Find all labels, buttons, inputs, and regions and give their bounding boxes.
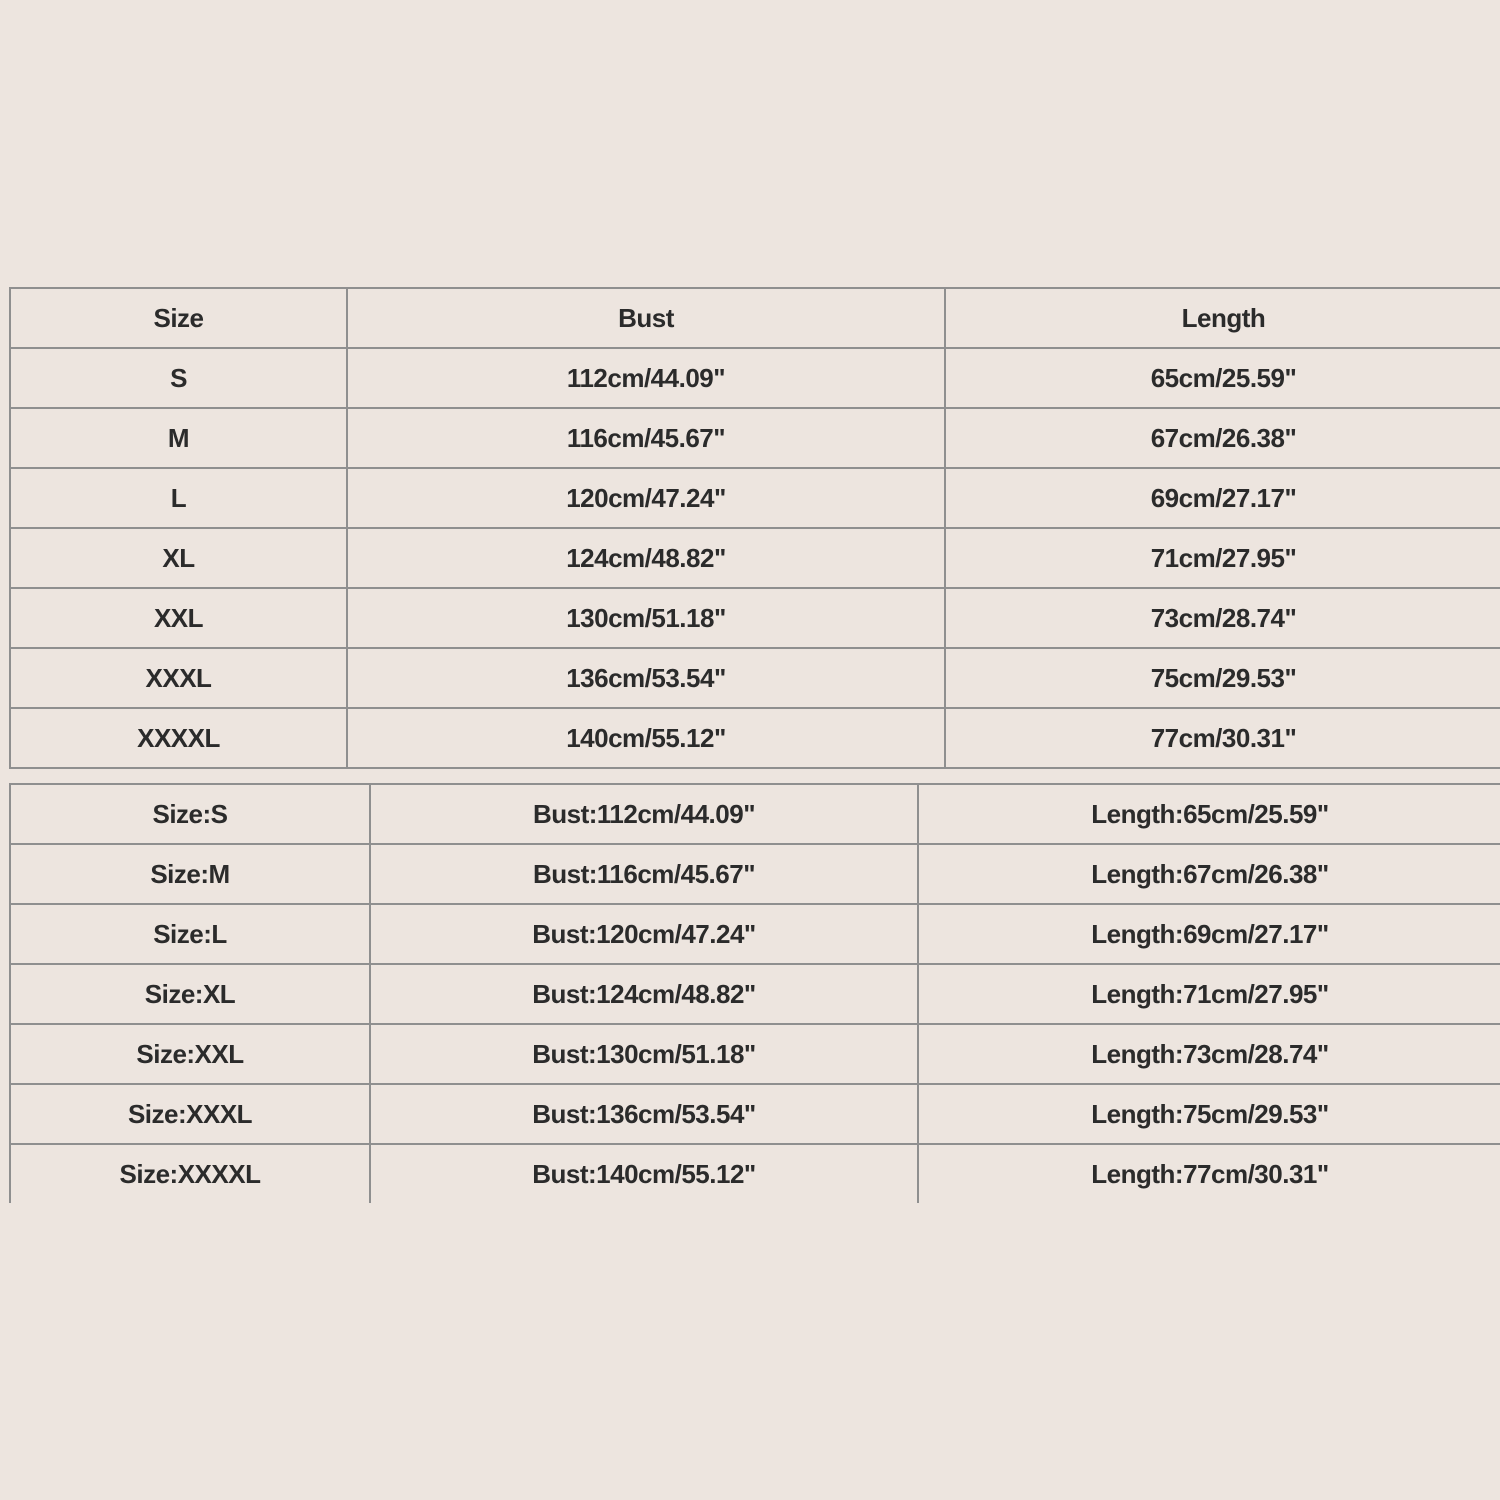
table-header-row [10,288,1500,348]
size-cell: Size:XXL [10,1024,370,1084]
header-bust: Bust [347,288,945,348]
bust-cell: Bust:116cm/45.67" [370,844,918,904]
size-cell: XXL [10,588,347,648]
header-length: Length [945,288,1500,348]
bust-cell: Bust:124cm/48.82" [370,964,918,1024]
table-row [10,528,1500,588]
length-cell: Length:71cm/27.95" [918,964,1500,1024]
bust-cell: 112cm/44.09" [347,348,945,408]
length-cell: 73cm/28.74" [945,588,1500,648]
table-row [10,468,1500,528]
size-cell: Size:XL [10,964,370,1024]
size-cell: XL [10,528,347,588]
table-row [10,964,1500,1024]
table-row [10,408,1500,468]
table-row [10,784,1500,844]
table-row [10,844,1500,904]
bust-cell: 136cm/53.54" [347,648,945,708]
length-cell: 75cm/29.53" [945,648,1500,708]
table-row [10,1144,1500,1203]
length-cell: 71cm/27.95" [945,528,1500,588]
table-row [10,1024,1500,1084]
length-cell: 65cm/25.59" [945,348,1500,408]
table-row [10,648,1500,708]
table-row [10,348,1500,408]
length-cell: Length:75cm/29.53" [918,1084,1500,1144]
length-cell: 67cm/26.38" [945,408,1500,468]
bust-cell: 124cm/48.82" [347,528,945,588]
bust-cell: 116cm/45.67" [347,408,945,468]
size-cell: S [10,348,347,408]
size-cell: L [10,468,347,528]
length-cell: Length:77cm/30.31" [918,1144,1500,1203]
size-cell: Size:M [10,844,370,904]
size-cell: XXXXL [10,708,347,768]
bust-cell: Bust:136cm/53.54" [370,1084,918,1144]
table-row [10,1084,1500,1144]
bust-cell: 130cm/51.18" [347,588,945,648]
length-cell: Length:73cm/28.74" [918,1024,1500,1084]
length-cell: 77cm/30.31" [945,708,1500,768]
size-chart-table [9,287,1500,769]
size-cell: XXXL [10,648,347,708]
size-cell: Size:XXXXL [10,1144,370,1203]
size-cell: Size:S [10,784,370,844]
bust-cell: Bust:140cm/55.12" [370,1144,918,1203]
size-detail-table [9,783,1500,1203]
table-row [10,588,1500,648]
length-cell: Length:67cm/26.38" [918,844,1500,904]
bust-cell: Bust:130cm/51.18" [370,1024,918,1084]
size-cell: Size:L [10,904,370,964]
header-size: Size [10,288,347,348]
bust-cell: Bust:112cm/44.09" [370,784,918,844]
length-cell: Length:65cm/25.59" [918,784,1500,844]
table-row [10,904,1500,964]
size-cell: M [10,408,347,468]
bust-cell: 140cm/55.12" [347,708,945,768]
length-cell: Length:69cm/27.17" [918,904,1500,964]
bust-cell: 120cm/47.24" [347,468,945,528]
length-cell: 69cm/27.17" [945,468,1500,528]
table-row [10,708,1500,768]
bust-cell: Bust:120cm/47.24" [370,904,918,964]
size-cell: Size:XXXL [10,1084,370,1144]
